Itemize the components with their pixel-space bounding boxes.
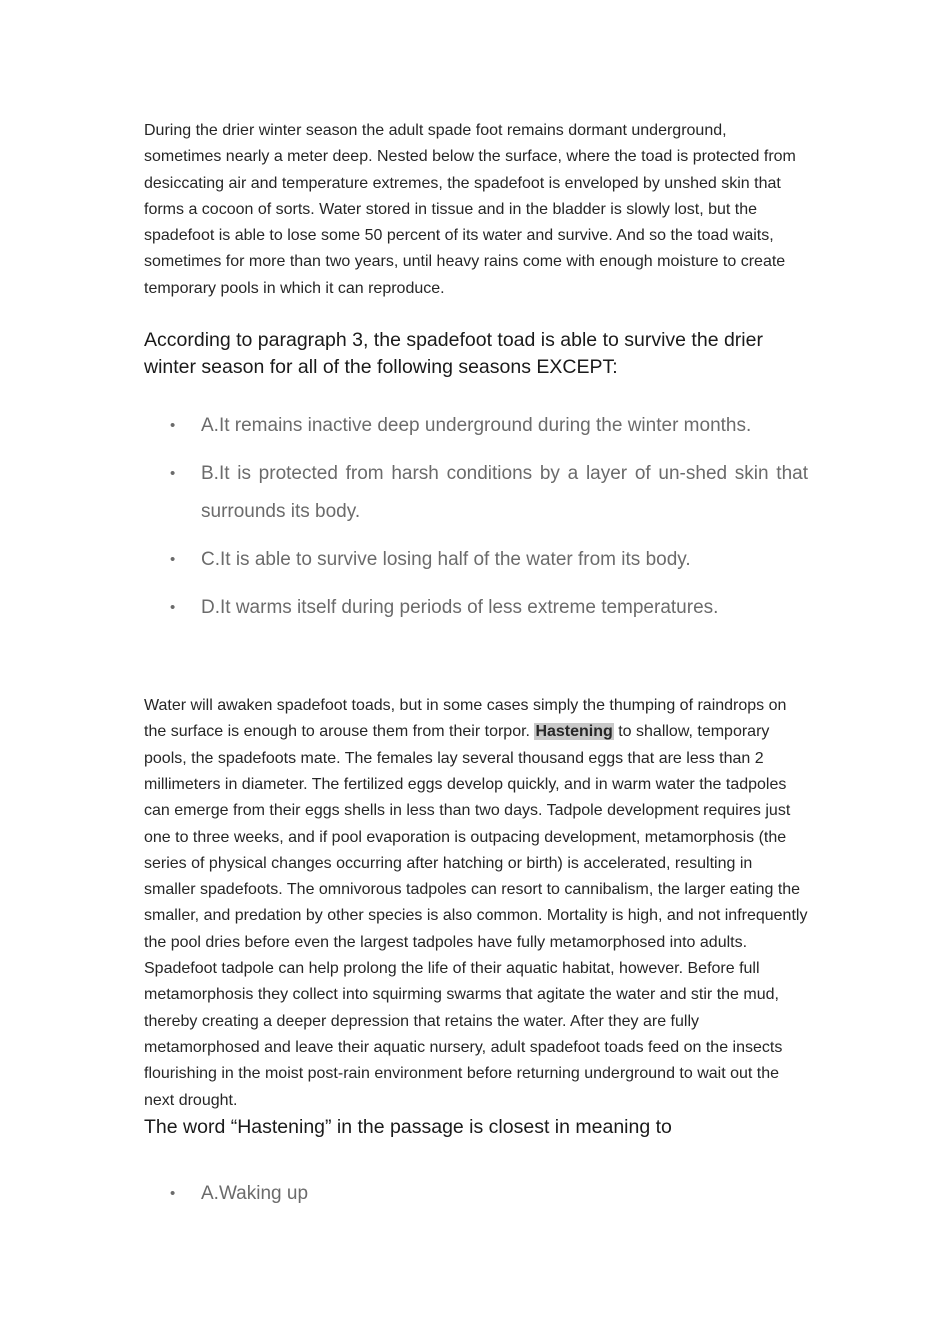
option-label: A.Waking up — [201, 1183, 309, 1205]
answer-option-b[interactable] — [144, 455, 808, 531]
passage-text-after: to shallow, temporary pools, the spadefoots mate. The females lay several thousand eggs that are less than 2 millimeters in diameter. The fertilized eggs develop quickly, and in warm water the tadpoles can emerge from their eggs shells in less than two days. Tadpole development requires just one to three weeks, and if pool evaporation is outpacing development, metamorphosis (the series of physical changes occurring after hatching or birth) is accelerated, resulting in smaller spadefoots. The omnivorous tadpoles can resort to cannibalism, the larger eating the smaller, and predation by other species is also common. Mortality is high, and not infrequently the pool dries before even the largest tadpoles have fully metamorphosed into adults. Spadefoot tadpole can help prolong the life of their aquatic habitat, however. Before full metamorphosis they collect into squirming swarms that agitate the water and stir the mud, thereby creating a deeper depression that retains the water. After they are fully metamorphosed and leave their aquatic nursery, adult spadefoot toads feed on the insects flourishing in the moist post-rain environment before returning underground to wait out the next drought. — [144, 723, 808, 1109]
bullet-icon: • — [170, 599, 176, 617]
answer-option-a[interactable] — [144, 407, 808, 445]
answer-option-d[interactable] — [144, 589, 808, 627]
answer-option-c[interactable] — [144, 541, 808, 579]
bullet-icon: • — [170, 465, 176, 483]
option-label: D.It warms itself during periods of less extreme temperatures. — [201, 597, 719, 619]
option-label: C.It is able to survive losing half of the water from its body. — [201, 549, 691, 571]
option-label: B.It is protected from harsh conditions by a layer of un-shed skin that surrounds its body. — [201, 463, 808, 523]
question-2-options — [144, 1175, 808, 1213]
answer-option-a[interactable] — [144, 1175, 808, 1213]
question-1-options — [144, 407, 808, 627]
document-page — [144, 118, 808, 1223]
passage-text-before: Water will awaken spadefoot toads, but in some cases simply the thumping of raindrops on the surface is enough to arouse them from their torpor. — [144, 697, 787, 741]
option-label: A.It remains inactive deep underground during the winter months. — [201, 415, 752, 437]
question-1-prompt: According to paragraph 3, the spadefoot toad is able to survive the drier winter season for all of the following seasons EXCEPT: — [144, 329, 763, 378]
highlighted-word: Hastening — [535, 723, 613, 741]
question-2-prompt: The word “Hastening” in the passage is closest in meaning to — [144, 1115, 672, 1138]
passage-paragraph-4 — [144, 693, 808, 1114]
bullet-icon: • — [170, 551, 176, 569]
passage-paragraph-3: During the drier winter season the adult spade foot remains dormant underground, sometimes nearly a meter deep. Nested below the surface, where the toad is protected from desiccating air and temperature extremes, the spadefoot is enveloped by unshed skin that forms a cocoon of sorts. Water stored in tissue and in the bladder is slowly lost, but the spadefoot is able to lose some 50 percent of its water and survive. And so the toad waits, sometimes for more than two years, until heavy rains come with enough moisture to create temporary pools in which it can reproduce. — [144, 122, 796, 297]
bullet-icon: • — [170, 1185, 176, 1203]
bullet-icon: • — [170, 417, 176, 435]
